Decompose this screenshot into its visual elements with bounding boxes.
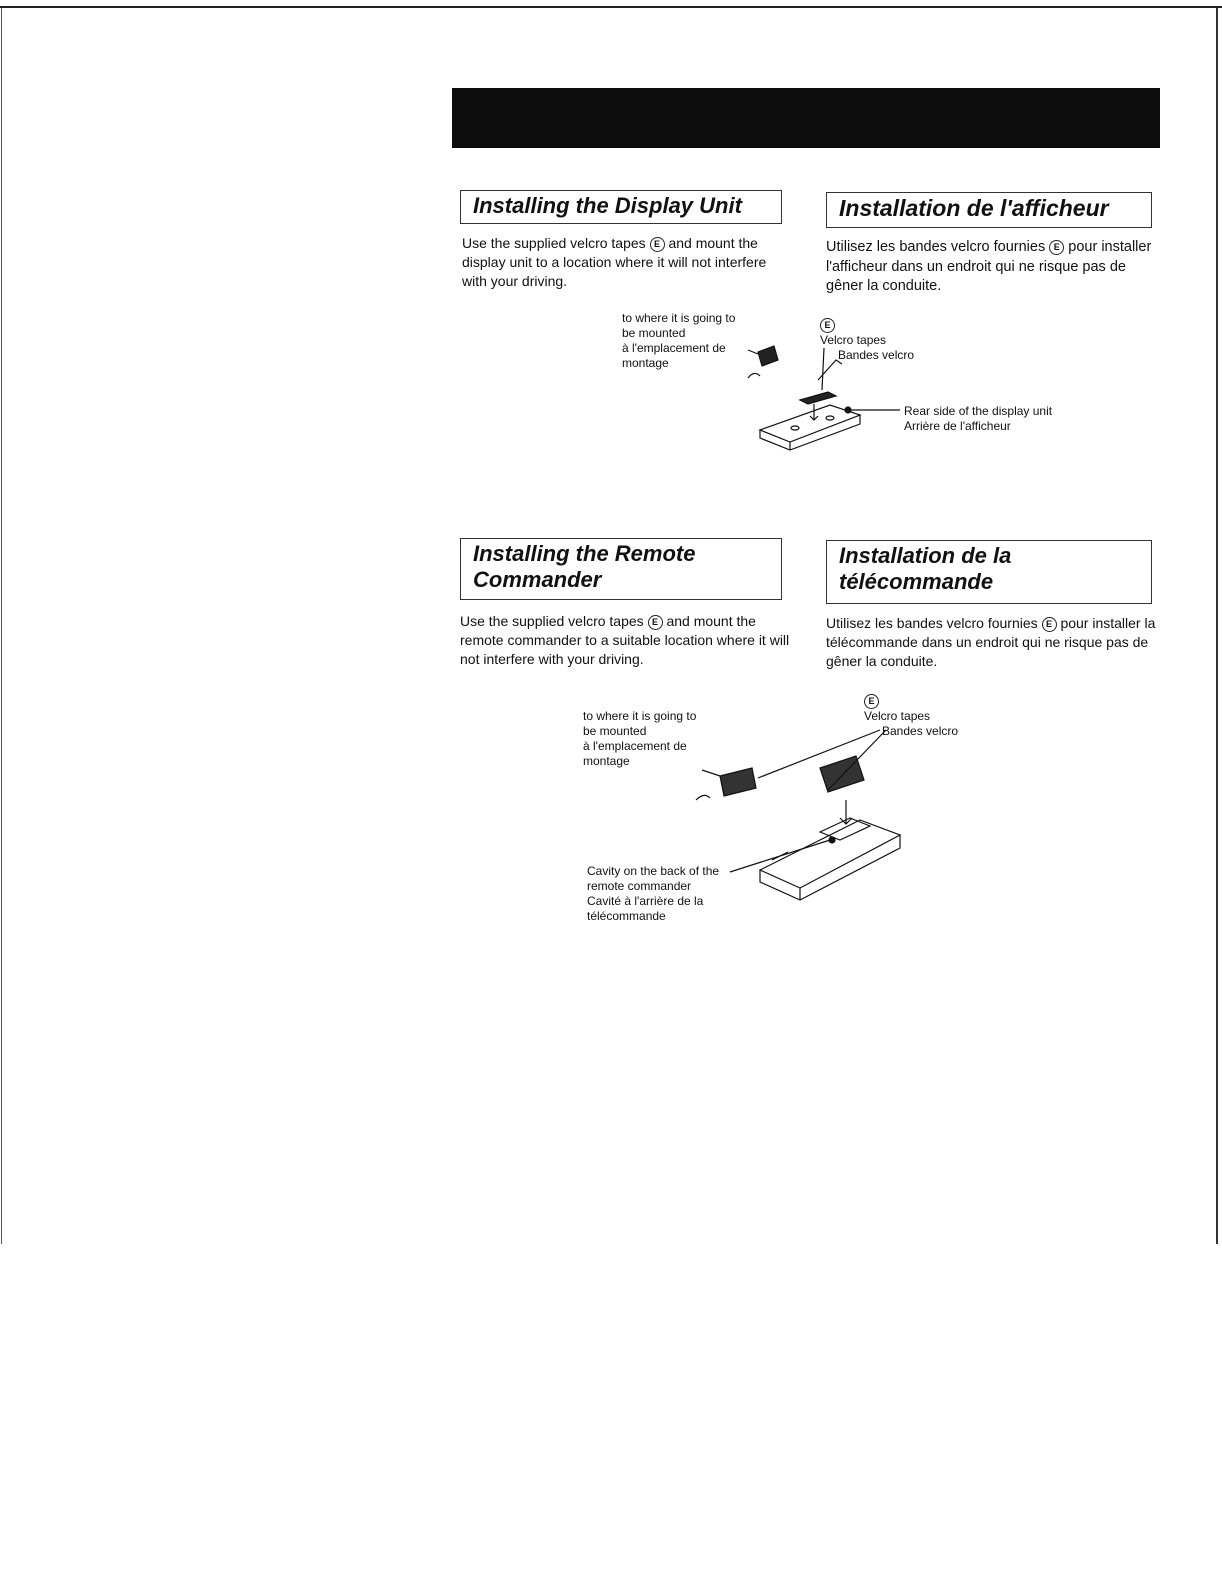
callout-rear-side: Rear side of the display unit Arrière de l'afficheur — [904, 404, 1053, 433]
velcro-marker-icon: E — [1042, 617, 1057, 632]
velcro-marker-icon: E — [820, 318, 835, 333]
callout-mount-location: to where it is going to be mounted à l'emplacement de montage — [622, 311, 736, 370]
callout-velcro-tapes: E Velcro tapes Bandes velcro — [820, 320, 915, 362]
callout-cavity: Cavity on the back of the remote commander Cavité à l'arrière de la télécommande — [587, 864, 720, 923]
heading-remote-fr: Installation de la télécommande — [826, 540, 1152, 604]
scan-border-right — [1216, 8, 1218, 1244]
display-unit-instructions-en: Use the supplied velcro tapes E and mount the display unit to a location where it will not interfere with your driving. — [462, 235, 767, 289]
callout-velcro-tapes: E Velcro tapes Bandes velcro — [864, 696, 959, 738]
section-banner — [452, 88, 1160, 148]
velcro-marker-icon: E — [650, 237, 665, 252]
heading-remote-en: Installing the Remote Commander — [460, 538, 782, 600]
display-unit-illustration — [740, 320, 920, 460]
velcro-marker-icon: E — [648, 615, 663, 630]
velcro-marker-icon: E — [864, 694, 879, 709]
heading-display-unit-en: Installing the Display Unit — [460, 190, 782, 224]
remote-commander-illustration — [680, 700, 920, 910]
scan-border-left — [1, 8, 2, 1244]
remote-instructions-en: Use the supplied velcro tapes E and mount the remote commander to a suitable location where it will not interfere with your driving. — [460, 613, 790, 667]
remote-instructions-fr: Utilisez les bandes velcro fournies E pour installer la télécommande dans un endroit qui ne risque pas de gêner la conduite. — [826, 615, 1156, 669]
callout-mount-location: to where it is going to be mounted à l'emplacement de montage — [583, 709, 697, 768]
heading-display-unit-fr: Installation de l'afficheur — [826, 192, 1152, 228]
scan-border-top — [0, 6, 1222, 8]
display-unit-instructions-fr: Utilisez les bandes velcro fournies E pour installer l'afficheur dans un endroit qui ne risque pas de gêner la conduite. — [826, 239, 1152, 294]
velcro-marker-icon: E — [1049, 240, 1064, 255]
